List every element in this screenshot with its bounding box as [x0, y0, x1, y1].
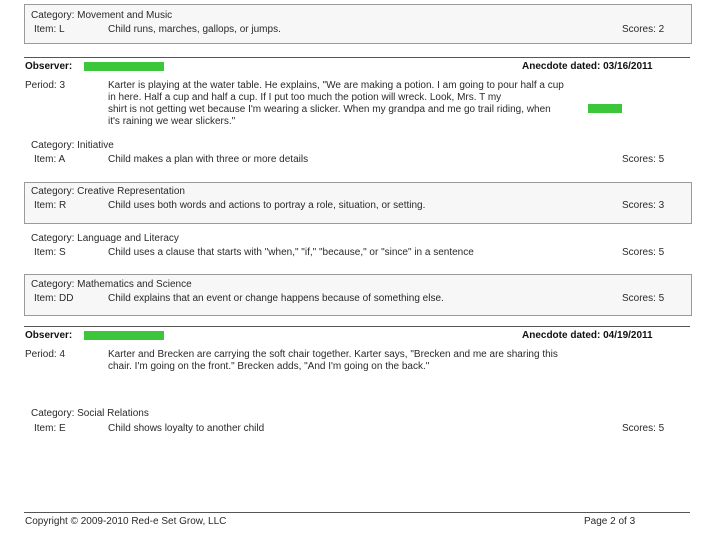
observer-label: Observer:: [25, 61, 73, 72]
footer-divider: [24, 512, 690, 513]
category-label: Category: Mathematics and Science: [31, 279, 192, 290]
score-value: Scores: 5: [622, 247, 665, 258]
item-label: Item: E: [34, 423, 66, 434]
score-value: Scores: 5: [622, 293, 665, 304]
score-value: Scores: 5: [622, 154, 665, 165]
anecdote-date: Anecdote dated: 03/16/2011: [522, 61, 653, 72]
redaction-bar: [84, 331, 164, 340]
divider: [24, 57, 690, 58]
item-description: Child uses a clause that starts with "when," "if," "because," or "since" in a sentence: [108, 247, 474, 258]
item-description: Child explains that an event or change happens because of something else.: [108, 293, 444, 304]
item-description: Child shows loyalty to another child: [108, 423, 265, 434]
page-number: Page 2 of 3: [584, 516, 636, 527]
item-description: Child runs, marches, gallops, or jumps.: [108, 24, 281, 35]
category-label: Category: Social Relations: [31, 408, 149, 419]
score-value: Scores: 3: [622, 200, 665, 211]
item-description: Child uses both words and actions to portray a role, situation, or setting.: [108, 200, 426, 211]
observer-label: Observer:: [25, 330, 73, 341]
item-label: Item: L: [34, 24, 65, 35]
category-label: Category: Movement and Music: [31, 10, 173, 21]
anecdote-text: Karter and Brecken are carrying the soft chair together. Karter says, "Brecken and me are sharing this chair. I'm going on the front." Brecken adds, "And I'm going on the back.": [108, 349, 558, 372]
item-label: Item: S: [34, 247, 66, 258]
period-label: Period: 3: [25, 80, 66, 91]
item-label: Item: DD: [34, 293, 74, 304]
item-description: Child makes a plan with three or more details: [108, 154, 309, 165]
redaction-bar: [588, 104, 622, 113]
period-label: Period: 4: [25, 349, 66, 360]
item-label: Item: A: [34, 154, 66, 165]
divider: [24, 326, 690, 327]
copyright-text: Copyright © 2009-2010 Red-e Set Grow, LLC: [25, 516, 227, 527]
item-label: Item: R: [34, 200, 67, 211]
anecdote-date: Anecdote dated: 04/19/2011: [522, 330, 653, 341]
category-label: Category: Language and Literacy: [31, 233, 179, 244]
anecdote-text: Karter is playing at the water table. He explains, "We are making a potion. I am going to pour half a cup in here. Half a cup and half a cup. If I put too much the potion will wreck. Look, Mrs. T my shirt is not getting wet because I'm wearing a slicker. When my grandpa and me go trail riding, when it's raining we wear slickers.": [108, 80, 564, 127]
score-value: Scores: 2: [622, 24, 665, 35]
category-label: Category: Initiative: [31, 140, 114, 151]
score-value: Scores: 5: [622, 423, 665, 434]
redaction-bar: [84, 62, 164, 71]
category-label: Category: Creative Representation: [31, 186, 185, 197]
